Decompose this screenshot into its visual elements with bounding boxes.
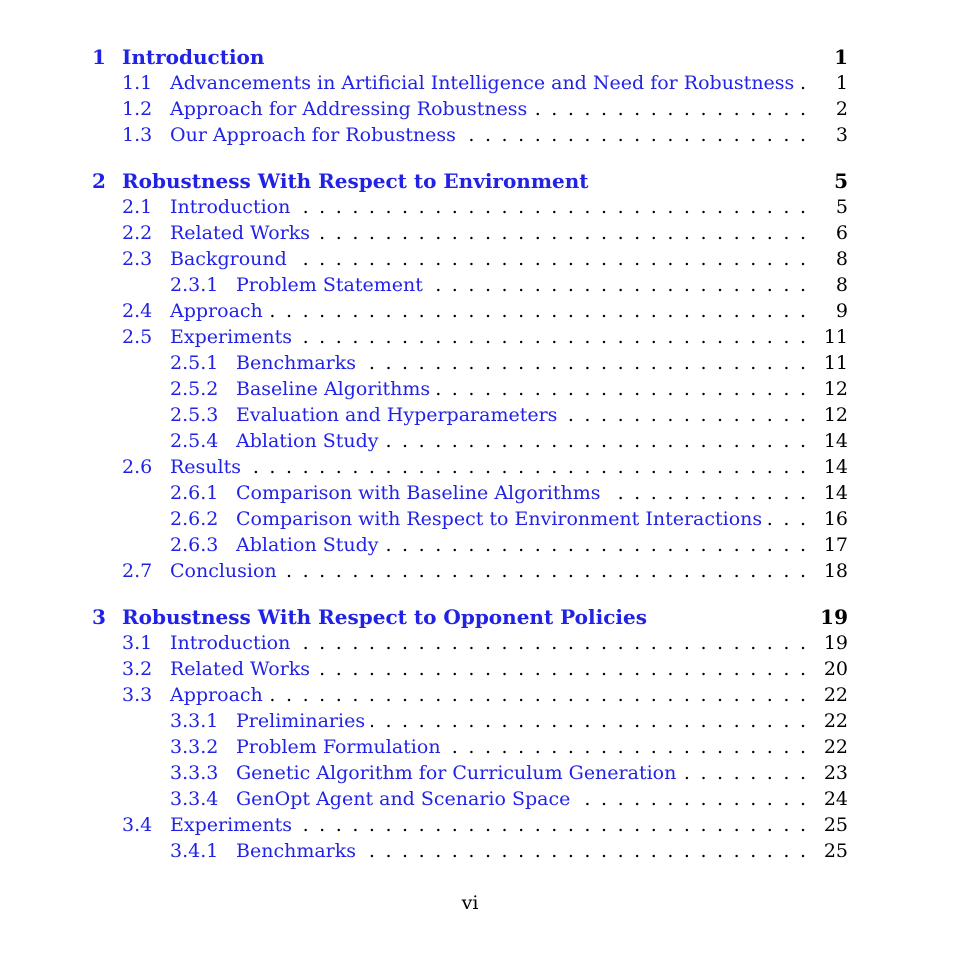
toc-entry-section[interactable] [0,96,976,122]
toc-dot-leader [576,786,806,812]
toc-dot-leader [293,246,806,272]
toc-entry-title[interactable]: Related Works [170,222,311,244]
toc-dot-leader [607,480,806,506]
toc-entry-section[interactable] [0,656,976,682]
toc-entry-title[interactable]: Benchmarks [236,352,357,374]
toc-entry-number[interactable]: 2.5.4 [170,430,219,452]
toc-entry-number[interactable]: 3.2 [122,658,153,680]
toc-entry-page: 11 [823,326,848,348]
toc-dot-leader [283,558,806,584]
toc-dot-leader [247,454,806,480]
toc-entry-number[interactable]: 2.6.2 [170,508,219,530]
toc-entry-number[interactable]: 2.5.2 [170,378,219,400]
toc-entry-page: 9 [835,300,848,322]
toc-entry-number[interactable]: 2.2 [122,222,153,244]
toc-entry-subsection[interactable] [0,760,976,786]
toc-entry-page: 19 [823,632,848,654]
toc-entry-page: 11 [823,352,848,374]
toc-entry-page: 16 [823,508,848,530]
toc-entry-subsection[interactable] [0,428,976,454]
toc-entry-page: 23 [823,762,848,784]
toc-entry-number[interactable]: 2.5.3 [170,404,219,426]
toc-entry-number[interactable]: 2.6 [122,456,153,478]
toc-entry-section[interactable] [0,246,976,272]
toc-entry-title[interactable]: Background [170,248,287,270]
toc-entry-page: 24 [823,788,848,810]
toc-entry-title[interactable]: Approach [170,300,263,322]
toc-entry-number[interactable]: 3.4.1 [170,840,219,862]
toc-entry-title[interactable]: Evaluation and Hyperparameters [236,404,558,426]
toc-entry-page: 12 [823,404,848,426]
toc-entry-section[interactable] [0,220,976,246]
toc-dot-leader [385,532,806,558]
toc-entry-subsection[interactable] [0,838,976,864]
toc-entry-number[interactable]: 3.4 [122,814,153,836]
toc-entry-chapter[interactable] [0,604,976,630]
toc-entry-number[interactable]: 3.3.3 [170,762,219,784]
toc-dot-leader [316,220,806,246]
toc-dot-leader [682,760,806,786]
toc-entry-number[interactable]: 1.1 [122,72,153,94]
toc-entry-page: 18 [823,560,848,582]
toc-entry-subsection[interactable] [0,734,976,760]
toc-entry-section[interactable] [0,454,976,480]
toc-dot-leader [316,656,806,682]
toc-dot-leader [269,682,806,708]
toc-entry-title[interactable]: Introduction [170,196,291,218]
toc-entry-page: 2 [835,98,848,120]
toc-entry-title[interactable]: Approach [170,684,263,706]
toc-entry-number[interactable]: 2.3 [122,248,153,270]
toc-entry-title[interactable]: Approach for Addressing Robustness [170,98,528,120]
toc-entry-title[interactable]: Preliminaries [236,710,366,732]
toc-dot-leader [462,122,806,148]
toc-entry-subsection[interactable] [0,376,976,402]
toc-entry-page: 8 [835,274,848,296]
toc-entry-page: 12 [823,378,848,400]
toc-entry-section[interactable] [0,630,976,656]
toc-entry-page: 5 [835,196,848,218]
toc-entry-title[interactable]: Introduction [122,45,265,69]
toc-entry-subsection[interactable] [0,350,976,376]
toc-entry-title[interactable]: Comparison with Baseline Algorithms [236,482,601,504]
toc-entry-page: 1 [835,72,848,94]
page-number: vi [461,892,479,914]
toc-entry-section[interactable] [0,122,976,148]
toc-entry-page: 25 [823,814,848,836]
toc-dot-leader [447,734,806,760]
toc-dot-leader [533,96,806,122]
toc-entry-number[interactable]: 3.3 [122,684,153,706]
toc-entry-number[interactable]: 3.1 [122,632,153,654]
toc-entry-section[interactable] [0,558,976,584]
toc-dot-leader [436,376,806,402]
toc-entry-title[interactable]: Advancements in Artificial Intelligence and Need for Robustness [170,72,795,94]
toc-dot-leader [296,194,806,220]
toc-entry-subsection[interactable] [0,532,976,558]
toc-entry-number[interactable]: 2.4 [122,300,153,322]
toc-entry-title[interactable]: GenOpt Agent and Scenario Space [236,788,571,810]
toc-dot-leader [362,838,806,864]
toc-entry-chapter[interactable] [0,44,976,70]
toc-dot-leader [768,506,806,532]
toc-entry-section[interactable] [0,194,976,220]
toc-entry-title[interactable]: Problem Statement [236,274,423,296]
toc-entry-number[interactable]: 1 [92,45,106,69]
toc-dot-leader [269,298,806,324]
toc-entry-page: 22 [823,736,848,758]
toc-entry-number[interactable]: 3.3.1 [170,710,219,732]
toc-entry-number[interactable]: 2.3.1 [170,274,219,296]
toc-entry-section[interactable] [0,70,976,96]
toc-entry-number[interactable]: 2.6.3 [170,534,219,556]
toc-entry-title[interactable]: Problem Formulation [236,736,441,758]
toc-dot-leader [800,70,806,96]
toc-entry-subsection[interactable] [0,506,976,532]
toc-entry-page: 8 [835,248,848,270]
toc-entry-page: 14 [823,430,848,452]
toc-entry-number[interactable]: 3.3.2 [170,736,219,758]
toc-entry-title[interactable]: Benchmarks [236,840,357,862]
toc-dot-leader [385,428,806,454]
toc-entry-page: 19 [820,605,848,629]
toc-dot-leader [296,630,806,656]
toc-entry-subsection[interactable] [0,708,976,734]
toc-entry-page: 22 [823,710,848,732]
toc-entry-title[interactable]: Introduction [170,632,291,654]
toc-entry-section[interactable] [0,298,976,324]
toc-dot-leader [563,402,806,428]
toc-entry-section[interactable] [0,682,976,708]
toc-entry-title[interactable]: Genetic Algorithm for Curriculum Generation [236,762,677,784]
toc-entry-title[interactable]: Results [170,456,241,478]
toc-entry-number[interactable]: 2.5 [122,326,153,348]
toc-entry-number[interactable]: 2.5.1 [170,352,219,374]
toc-entry-page: 3 [835,124,848,146]
toc-entry-number[interactable]: 2.1 [122,196,153,218]
toc-entry-number[interactable]: 2 [92,169,106,193]
toc-entry-subsection[interactable] [0,480,976,506]
toc-entry-page: 5 [834,169,848,193]
toc-entry-number[interactable]: 3 [92,605,106,629]
toc-dot-leader [298,324,806,350]
toc-entry-page: 6 [835,222,848,244]
toc-entry-title[interactable]: Ablation Study [236,534,379,556]
toc-entry-page: 20 [823,658,848,680]
toc-entry-page: 1 [834,45,848,69]
toc-entry-number[interactable]: 2.7 [122,560,153,582]
toc-entry-page: 14 [823,456,848,478]
toc-dot-leader [362,350,806,376]
toc-entry-subsection[interactable] [0,786,976,812]
toc-entry-number[interactable]: 1.2 [122,98,153,120]
toc-entry-number[interactable]: 1.3 [122,124,153,146]
toc-entry-page: 17 [823,534,848,556]
toc-entry-title[interactable]: Comparison with Respect to Environment Interactions [236,508,763,530]
toc-entry-page: 22 [823,684,848,706]
toc-entry-section[interactable] [0,812,976,838]
toc-entry-section[interactable] [0,324,976,350]
toc-entry-title[interactable]: Ablation Study [236,430,379,452]
toc-entry-number[interactable]: 2.6.1 [170,482,219,504]
toc-entry-title[interactable]: Robustness With Respect to Environment [122,169,589,193]
toc-entry-title[interactable]: Experiments [170,814,293,836]
toc-entry-title[interactable]: Robustness With Respect to Opponent Policies [122,605,647,629]
toc-entry-page: 25 [823,840,848,862]
toc-entry-page: 14 [823,482,848,504]
toc-entry-chapter[interactable] [0,168,976,194]
toc-entry-title[interactable]: Baseline Algorithms [236,378,431,400]
toc-entry-subsection[interactable] [0,272,976,298]
toc-entry-title[interactable]: Our Approach for Robustness [170,124,456,146]
toc-entry-title[interactable]: Conclusion [170,560,277,582]
toc-dot-leader [298,812,806,838]
toc-dot-leader [429,272,806,298]
toc-entry-subsection[interactable] [0,402,976,428]
toc-entry-title[interactable]: Experiments [170,326,293,348]
toc-entry-number[interactable]: 3.3.4 [170,788,219,810]
toc-entry-title[interactable]: Related Works [170,658,311,680]
toc-dot-leader [371,708,806,734]
